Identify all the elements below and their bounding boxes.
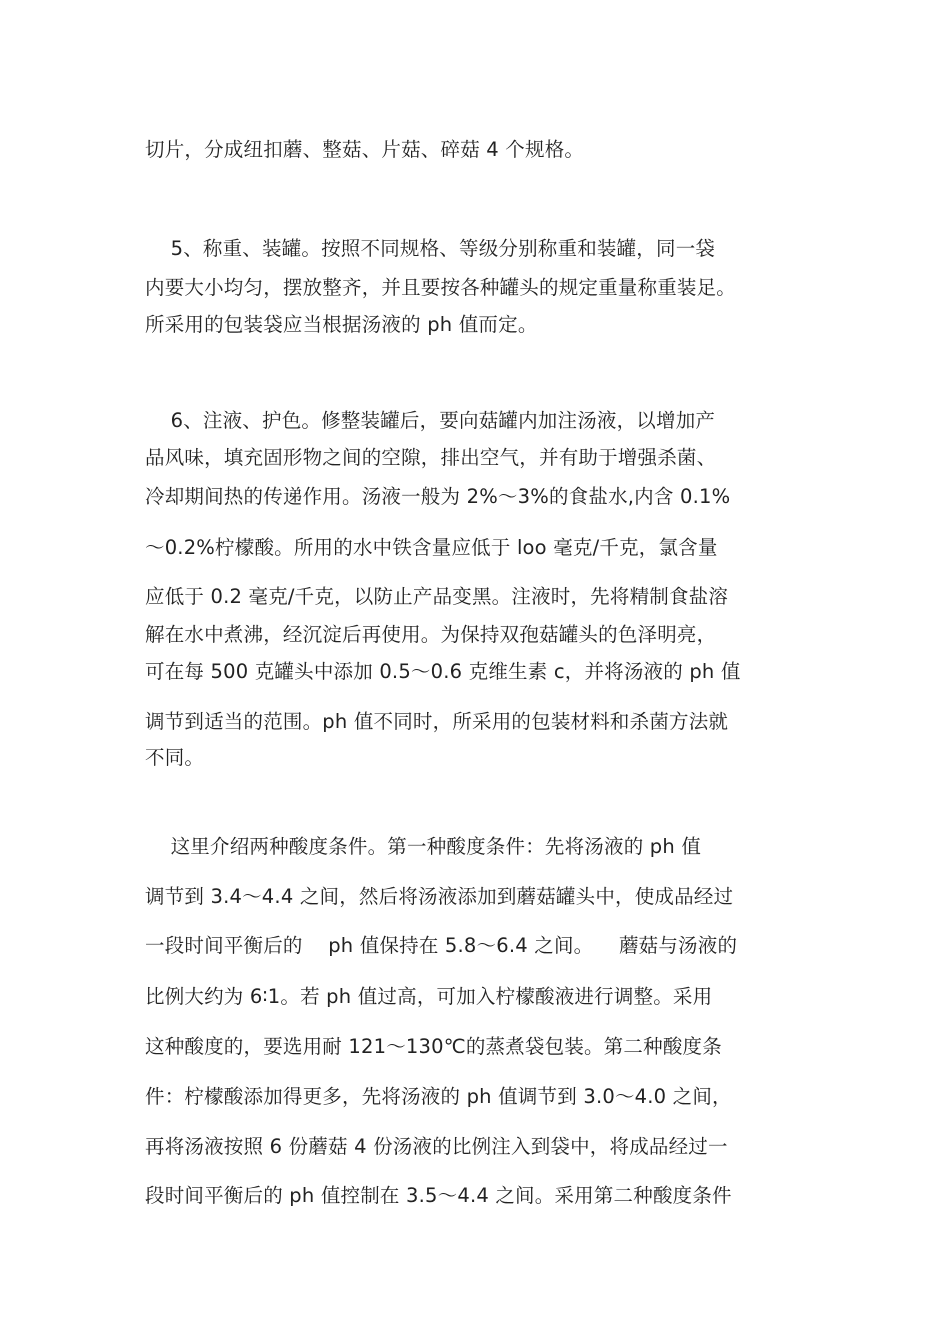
text-line: 调节到 3.4～4.4 之间，然后将汤液添加到蘑菇罐头中，使成品经过	[145, 885, 734, 908]
text-line: 这种酸度的，要选用耐 121～130℃的蒸煮袋包装。第二种酸度条	[145, 1035, 722, 1058]
text-line: 比例大约为 6∶1。若 ph 值过高，可加入柠檬酸液进行调整。采用	[145, 985, 713, 1008]
text-line: 内要大小均匀，摆放整齐，并且要按各种罐头的规定重量称重装足。	[145, 276, 737, 299]
text-line: 品风味，填充固形物之间的空隙，排出空气，并有助于增强杀菌、	[145, 446, 717, 469]
text-line: 切片，分成纽扣蘑、整菇、片菇、碎菇 4 个规格。	[145, 138, 585, 161]
text-line: 6、注液、护色。修整装罐后，要向菇罐内加注汤液，以增加产	[145, 409, 716, 432]
text-line: 这里介绍两种酸度条件。第一种酸度条件：先将汤液的 ph 值	[145, 835, 702, 858]
text-line: 冷却期间热的传递作用。汤液一般为 2%～3%的食盐水,内含 0.1%	[145, 485, 731, 508]
text-line: 再将汤液按照 6 份蘑菇 4 份汤液的比例注入到袋中，将成品经过一	[145, 1135, 728, 1158]
text-line: 5、称重、装罐。按照不同规格、等级分别称重和装罐，同一袋	[145, 237, 716, 260]
text-line: 一段时间平衡后的 ph 值保持在 5.8～6.4 之间。 蘑菇与汤液的	[145, 934, 738, 957]
text-line: ～0.2%柠檬酸。所用的水中铁含量应低于 loo 毫克/千克，氯含量	[145, 536, 718, 559]
text-line: 件：柠檬酸添加得更多，先将汤液的 ph 值调节到 3.0～4.0 之间，	[145, 1085, 732, 1108]
text-line: 段时间平衡后的 ph 值控制在 3.5～4.4 之间。采用第二种酸度条件	[145, 1184, 732, 1207]
text-line: 可在每 500 克罐头中添加 0.5～0.6 克维生素 c，并将汤液的 ph 值	[145, 660, 741, 683]
text-line: 应低于 0.2 毫克/千克，以防止产品变黑。注液时，先将精制食盐溶	[145, 585, 729, 608]
text-line: 调节到适当的范围。ph 值不同时，所采用的包装材料和杀菌方法就	[145, 710, 729, 733]
text-line: 不同。	[145, 746, 205, 769]
text-line: 解在水中煮沸，经沉淀后再使用。为保持双孢菇罐头的色泽明亮，	[145, 623, 717, 646]
text-line: 所采用的包装袋应当根据汤液的 ph 值而定。	[145, 313, 538, 336]
